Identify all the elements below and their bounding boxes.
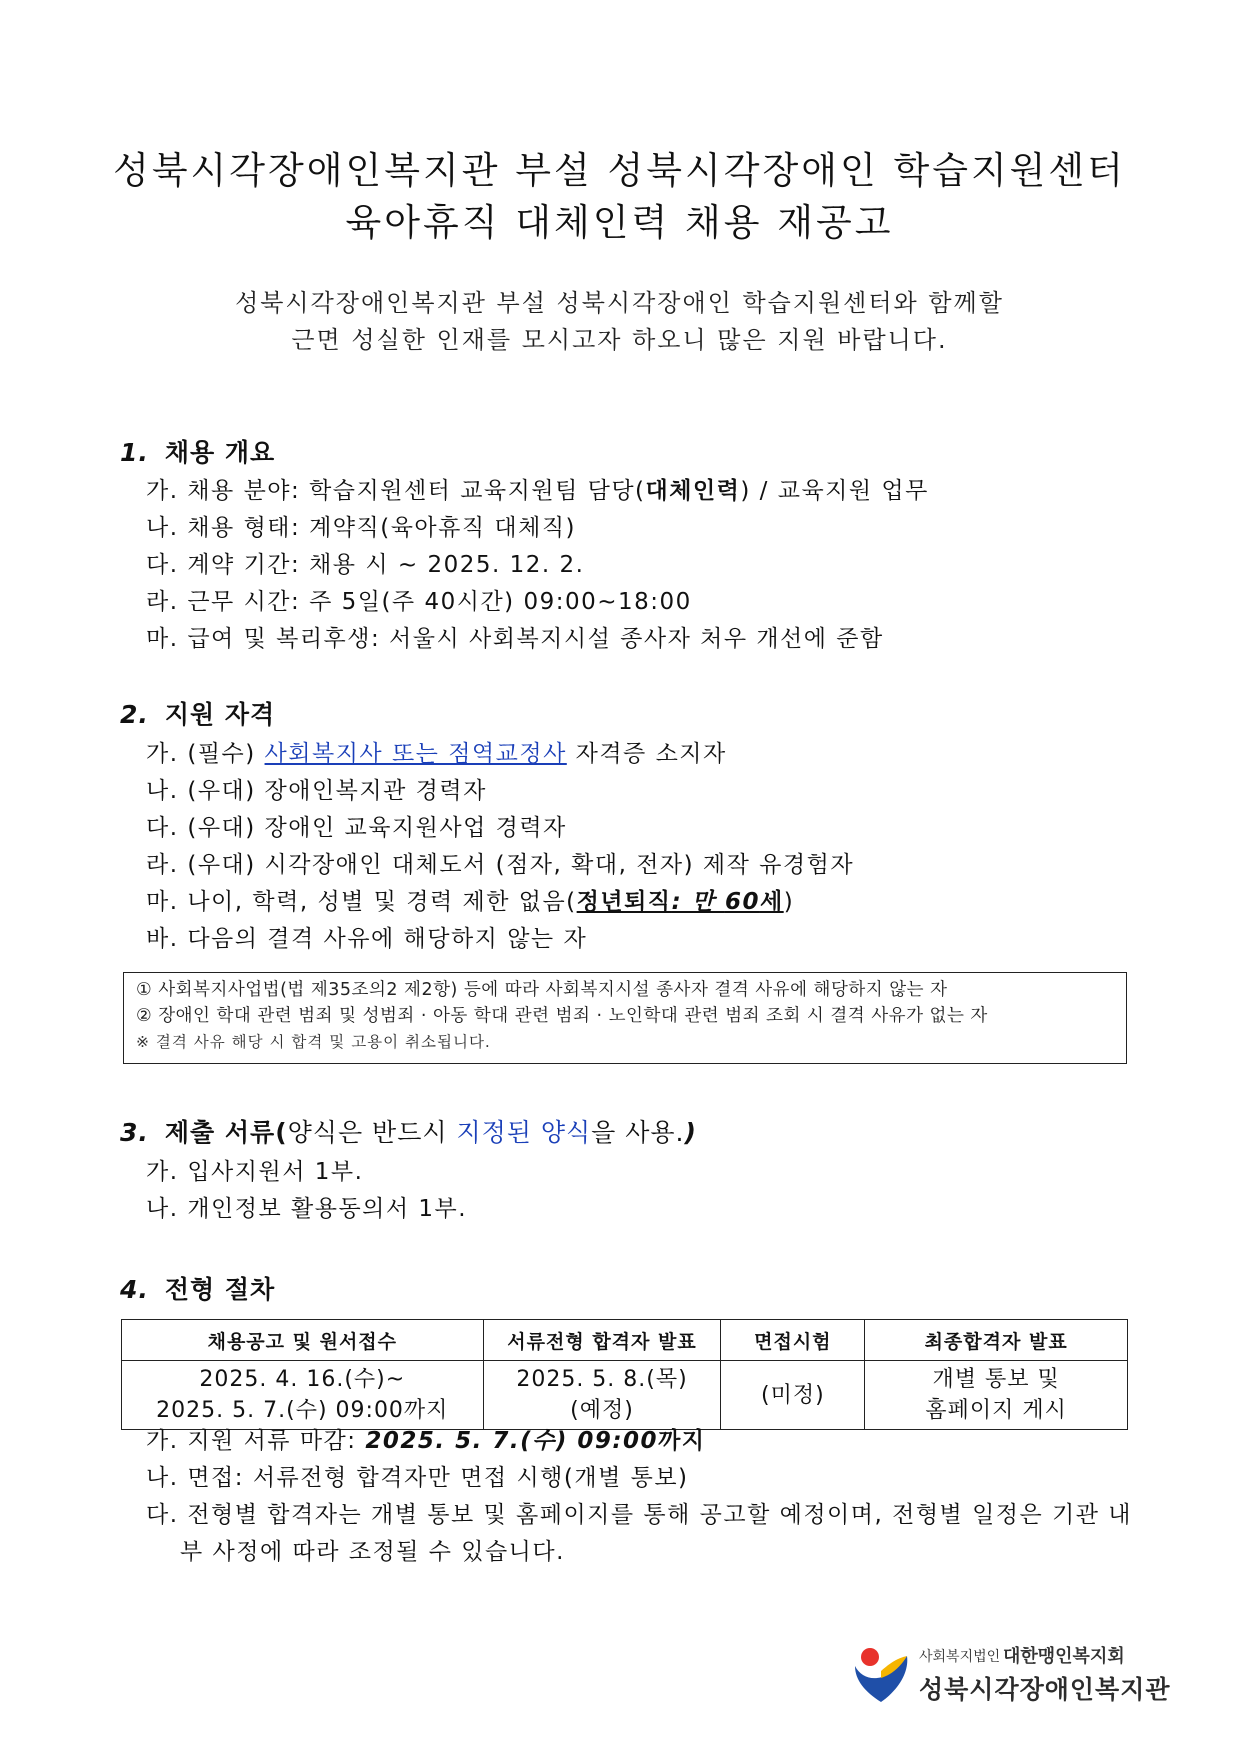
- note-line-1: ① 사회복지사업법(법 제35조의2 제2항) 등에 따라 사회복지시설 종사자 결격 사유에 해당하지 않는 자: [136, 980, 948, 1000]
- section1-item-a: 가. 채용 분야: 학습지원센터 교육지원팀 담당(대체인력) / 교육지원 업무: [146, 478, 929, 504]
- application-period-cell: 2025. 4. 16.(수)~ 2025. 5. 7.(수) 09:00까지: [122, 1361, 484, 1430]
- section4-title: 전형 절차: [164, 1275, 276, 1304]
- table-header-row: [122, 1320, 1128, 1361]
- selection-process-table: [121, 1319, 1128, 1430]
- document-result-cell: 2025. 5. 8.(목) (예정): [483, 1361, 721, 1430]
- table-header-cell: 최종합격자 발표: [865, 1320, 1128, 1361]
- section4-item-b: 나. 면접: 서류전형 합격자만 면접 시행(개별 통보): [146, 1465, 689, 1491]
- section4-item-c-line2: 부 사정에 따라 조정될 수 있습니다.: [180, 1539, 565, 1565]
- section3-item-b: 나. 개인정보 활용동의서 1부.: [146, 1196, 468, 1222]
- section1-item-c: 다. 계약 기간: 채용 시 ~ 2025. 12. 2.: [146, 552, 585, 578]
- document-title-line1: 성북시각장애인복지관 부설 성북시각장애인 학습지원센터: [113, 149, 1126, 192]
- section1-item-d: 라. 근무 시간: 주 5일(주 40시간) 09:00~18:00: [146, 589, 692, 615]
- section4-number: 4.: [120, 1275, 149, 1304]
- section4-item-a: 가. 지원 서류 마감: 2025. 5. 7.(수) 09:00까지: [146, 1428, 706, 1454]
- final-result-cell: 개별 통보 및 홈페이지 게시: [865, 1361, 1128, 1430]
- note-line-3: ※ 결격 사유 해당 시 합격 및 고용이 취소됩니다.: [136, 1033, 491, 1051]
- section1-item-b: 나. 채용 형태: 계약직(육아휴직 대체직): [146, 515, 577, 541]
- table-header-cell: 채용공고 및 원서접수: [122, 1320, 484, 1361]
- org-name: 성북시각장애인복지관: [919, 1675, 1171, 1704]
- section2-title: 지원 자격: [164, 700, 276, 729]
- section4-heading: [120, 1270, 275, 1306]
- section1-heading: [120, 433, 275, 469]
- heart-logo-icon: [851, 1644, 911, 1706]
- section3-item-a: 가. 입사지원서 1부.: [146, 1159, 364, 1185]
- org-sub-label: 사회복지법인: [919, 1649, 1001, 1665]
- table-row: [122, 1361, 1128, 1430]
- qualification-link[interactable]: 사회복지사 또는 점역교정사: [264, 741, 567, 767]
- org-parent-name: 대한맹인복지회: [1003, 1646, 1125, 1667]
- intro-line2: 근면 성실한 인재를 모시고자 하오니 많은 지원 바랍니다.: [291, 326, 948, 354]
- designated-form-text: 지정된 양식: [456, 1118, 592, 1147]
- section2-item-a: 가. (필수) 사회복지사 또는 점역교정사 자격증 소지자: [146, 741, 727, 767]
- section1-title: 채용 개요: [164, 438, 276, 467]
- section2-heading: [120, 695, 275, 731]
- document-title-line2: 육아휴직 대체인력 채용 재공고: [345, 201, 894, 244]
- note-line-2: ② 장애인 학대 관련 범죄 및 성범죄 · 아동 학대 관련 범죄 · 노인학대 관련 범죄 조회 시 결격 사유가 없는 자: [136, 1006, 988, 1026]
- section2-item-e: 마. 나이, 학력, 성별 및 경력 제한 없음(정년퇴직: 만 60세): [146, 889, 795, 915]
- section1-item-e: 마. 급여 및 복리후생: 서울시 사회복지시설 종사자 처우 개선에 준함: [146, 626, 884, 652]
- section2-item-f: 바. 다음의 결격 사유에 해당하지 않는 자: [146, 926, 588, 952]
- section3-number: 3.: [120, 1118, 149, 1147]
- section2-number: 2.: [120, 700, 149, 729]
- table-header-cell: 서류전형 합격자 발표: [483, 1320, 721, 1361]
- organization-logo: [851, 1642, 1171, 1708]
- retirement-age-note: 정년퇴직: 만 60세: [576, 889, 784, 915]
- replacement-staff-label: 대체인력: [645, 478, 741, 504]
- intro-line1: 성북시각장애인복지관 부설 성북시각장애인 학습지원센터와 함께할: [235, 289, 1004, 317]
- section2-item-c: 다. (우대) 장애인 교육지원사업 경력자: [146, 815, 567, 841]
- section4-item-c-line1: 다. 전형별 합격자는 개별 통보 및 홈페이지를 통해 공고할 예정이며, 전형별 일정은 기관 내: [146, 1502, 1133, 1528]
- deadline-text: 2025. 5. 7.(수) 09:00: [365, 1428, 659, 1454]
- section2-item-d: 라. (우대) 시각장애인 대체도서 (점자, 확대, 전자) 제작 유경험자: [146, 852, 855, 878]
- section1-number: 1.: [120, 438, 149, 467]
- interview-cell: (미정): [721, 1361, 865, 1430]
- disqualification-note-box: [123, 972, 1127, 1064]
- section3-heading: 3. 제출 서류(양식은 반드시 지정된 양식을 사용.): [120, 1118, 697, 1147]
- section2-item-b: 나. (우대) 장애인복지관 경력자: [146, 778, 487, 804]
- table-header-cell: 면접시험: [721, 1320, 865, 1361]
